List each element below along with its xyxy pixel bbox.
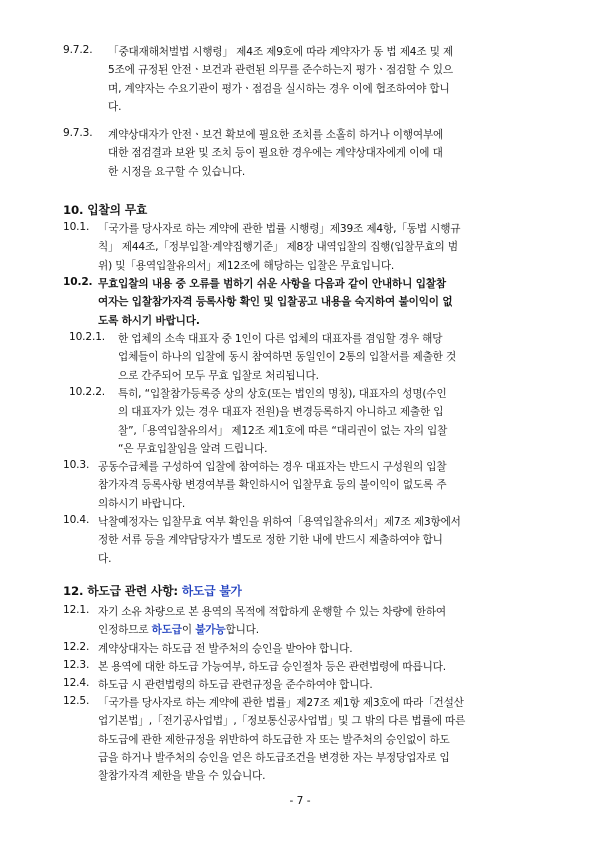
- section-line: 하도급에 관한 제한규정을 위반하여 하도급한 자 또는 발주처의 승인없이 하도: [98, 733, 450, 746]
- heading-title: 하도급 관련 사항:: [87, 584, 178, 598]
- section-line: 다.: [98, 552, 112, 565]
- section-line: “은 무효입찰임을 알려 드립니다.: [118, 442, 268, 455]
- section-line: 으로 간주되어 모두 무효 입찰로 처리됩니다.: [118, 369, 319, 382]
- section-line: 자기 소유 차량으로 본 용역의 목적에 적합하게 운행할 수 있는 차량에 한하여: [98, 606, 446, 618]
- section-line: 계약상대자가 안전ㆍ보건 확보에 필요한 조치를 소홀히 하거나 이행여부에: [108, 129, 444, 141]
- section-line: 「중대재해처벌법 시행령」 제4조 제9호에 따라 계약자가 동 법 제4조 및 제: [108, 46, 454, 58]
- section-heading-12: [63, 582, 242, 599]
- section-line: 5조에 규정된 안전ㆍ보건과 관련된 의무를 준수하는지 평가ㆍ점검할 수 있으: [108, 64, 453, 77]
- text-segment: 인정하므로: [98, 624, 152, 636]
- section-line: 칙」 제44조,「정부입찰·계약집행기준」 제8장 내역입찰의 집행(입찰무효의 범: [98, 241, 458, 254]
- section-line: 여자는 입찰참가자격 등록사항 확인 및 입찰공고 내용을 숙지하여 불이익이 없: [98, 296, 453, 309]
- section-line: 「국가를 당사자로 하는 계약에 관한 법률」제27조 제1항 제3호에 따라「건설산: [98, 697, 464, 709]
- section-line: 업체들이 하나의 입찰에 동시 참여하면 동일인이 2통의 입찰서를 제출한 것: [118, 351, 457, 364]
- section-line: 공동수급체를 구성하여 입찰에 참여하는 경우 대표자는 반드시 구성원의 입찰: [98, 461, 447, 473]
- section-line: 참가자격 등록사항 변경여부를 확인하시어 입찰무효 등의 불이익이 없도록 주: [98, 479, 447, 492]
- section-line: 「국가를 당사자로 하는 계약에 관한 법률 시행령」제39조 제4항,「동법 시행규: [98, 223, 461, 235]
- section-line: 업기본법」,「전기공사업법」,「정보통신공사업법」및 그 밖의 다른 법률에 따른: [98, 715, 466, 728]
- page-number: - 7 -: [289, 795, 311, 807]
- section-number: 10.2.1.: [69, 331, 106, 343]
- section-line: 하도급 시 관련법령의 하도급 관련규정을 준수하여야 합니다.: [98, 679, 373, 691]
- heading-title: 입찰의 무효: [87, 203, 148, 217]
- heading-highlight: 하도급 불가: [181, 584, 242, 598]
- section-line: 급을 하거나 발주처의 승인을 얻은 하도급조건을 변경한 자는 부정당업자로 입: [98, 751, 450, 764]
- text-segment: 이: [181, 624, 196, 636]
- section-number: 10.2.: [63, 276, 93, 288]
- section-line: 위) 및「용역입찰유의서」제12조에 해당하는 입찰은 무효입니다.: [98, 259, 395, 272]
- section-line: 찰참가자격 제한을 받을 수 있습니다.: [98, 770, 266, 783]
- highlight-impossible: 불가능: [195, 624, 226, 636]
- section-number: 12.5.: [63, 695, 90, 707]
- section-number: 10.2.2.: [69, 386, 106, 398]
- section-line: 정한 서류 등을 계약담당자가 별도로 정한 기한 내에 반드시 제출하여야 합니: [98, 534, 443, 547]
- section-line: 대한 점검결과 보완 및 조치 등이 필요한 경우에는 계약상대자에게 이에 대: [108, 147, 443, 160]
- section-line: 계약상대자는 하도급 전 발주처의 승인을 받아야 합니다.: [98, 643, 353, 655]
- section-number: 12.1.: [63, 604, 90, 616]
- section-number: 12.3.: [63, 659, 90, 671]
- text-segment: 합니다.: [225, 624, 259, 636]
- section-line: 찰”,「용역입찰유의서」 제12조 제1호에 따른 “대리권이 없는 자의 입찰: [118, 424, 448, 437]
- section-line: 본 용역에 대한 하도급 가능여부, 하도급 승인절차 등은 관련법령에 따릅니다.: [98, 661, 446, 673]
- section-line: 한 시정을 요구할 수 있습니다.: [108, 165, 246, 178]
- section-line: 의 대표자가 있는 경우 대표자 전원)을 변경등록하지 아니하고 제출한 입: [118, 406, 444, 419]
- section-number: 10.4.: [63, 514, 90, 526]
- section-number: 10.1.: [63, 221, 90, 233]
- section-number: 9.7.3.: [63, 127, 93, 139]
- section-number: 10.3.: [63, 459, 90, 471]
- section-line: 도록 하시기 바랍니다.: [98, 314, 200, 327]
- section-line: 낙찰예정자는 입찰무효 여부 확인을 위하여「용역입찰유의서」제7조 제3항에서: [98, 516, 461, 528]
- section-number: 12.2.: [63, 641, 90, 653]
- section-line: 의하시기 바랍니다.: [98, 497, 186, 510]
- heading-number: 12.: [63, 584, 84, 598]
- heading-number: 10.: [63, 203, 84, 217]
- section-line: 한 업체의 소속 대표자 중 1인이 다른 업체의 대표자를 겸임할 경우 해당: [118, 333, 443, 345]
- section-number: 12.4.: [63, 677, 90, 689]
- section-line: 특히, “입찰참가등록증 상의 상호(또는 법인의 명칭), 대표자의 성명(수인: [118, 388, 447, 400]
- section-heading-10: [63, 201, 147, 218]
- section-line: 무효입찰의 내용 중 오류를 범하기 쉬운 사항을 다음과 같이 안내하니 입찰참: [98, 278, 446, 290]
- highlight-subcontract: 하도급: [151, 624, 182, 636]
- section-line: 며, 계약자는 수요기관이 평가ㆍ점검을 실시하는 경우 이에 협조하여야 합니: [108, 82, 450, 95]
- section-number: 9.7.2.: [63, 44, 93, 56]
- section-line: 다.: [108, 100, 122, 113]
